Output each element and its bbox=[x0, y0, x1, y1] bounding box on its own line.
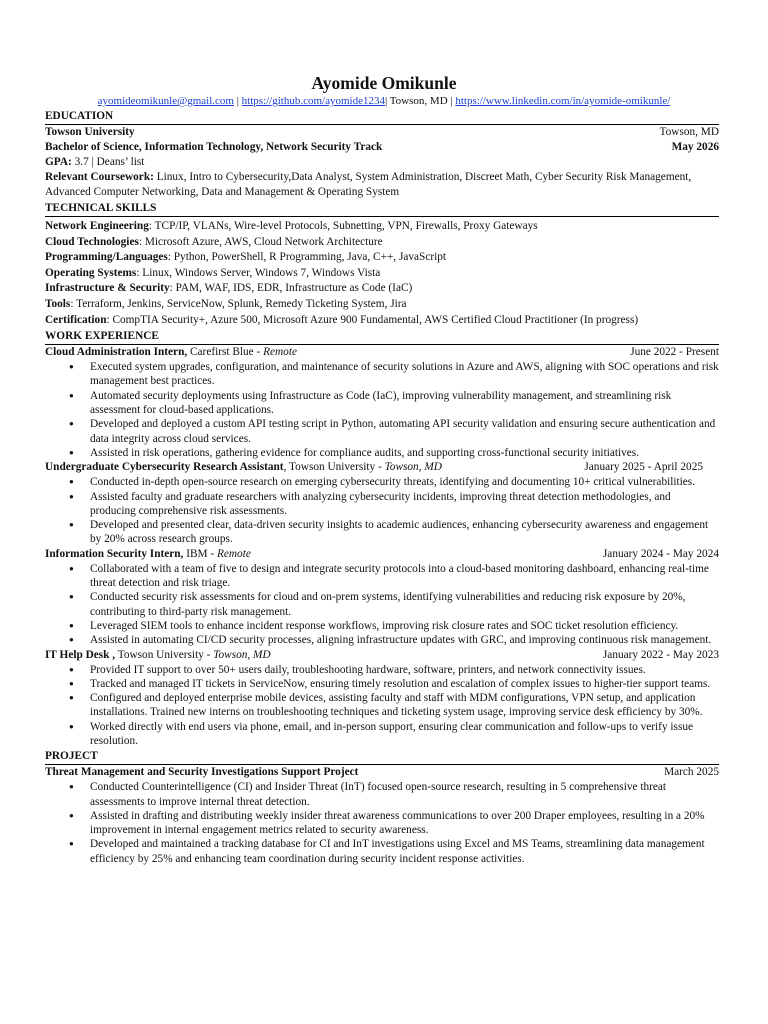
section-heading-education: EDUCATION bbox=[45, 109, 719, 125]
school-location: Towson, MD bbox=[659, 126, 719, 138]
job-header-row bbox=[45, 460, 719, 475]
project-bullet: ● Conducted Counterintelligence (CI) and Insider Threat (InT) focused open-source research, resulting in 5 comprehensive threat assessments to improve internal threat detection. bbox=[90, 780, 719, 809]
job-heading bbox=[45, 648, 271, 663]
skill-value: : Linux, Windows Server, Windows 7, Windows Vista bbox=[136, 266, 381, 279]
job-location: Towson, MD bbox=[213, 648, 271, 661]
skill-label: Tools bbox=[45, 297, 71, 310]
job-date: January 2022 - May 2023 bbox=[602, 648, 719, 661]
job-header-row bbox=[45, 648, 719, 663]
job-bullet-list bbox=[45, 562, 719, 648]
skill-label: Network Engineering bbox=[45, 220, 149, 232]
skill-label: Infrastructure & Security bbox=[45, 282, 170, 295]
project-header-row bbox=[45, 765, 719, 780]
job-title: IT Help Desk , bbox=[45, 648, 116, 661]
job-bullet-list bbox=[45, 475, 719, 546]
job-header-row bbox=[45, 345, 719, 360]
job-bullet: ● Automated security deployments using Infrastructure as Code (IaC), improving vulnerability management, and streamlining risk assessment for cloud-based applications. bbox=[90, 389, 719, 418]
job-bullet: ● Conducted security risk assessments for cloud and on-prem systems, identifying vulnerabilities and reducing risk exposure by 20%, contributing to third-party risk management. bbox=[90, 590, 719, 619]
skill-label: Programming/Languages bbox=[45, 251, 168, 264]
skill-value: : TCP/IP, VLANs, Wire-level Protocols, Subnetting, VPN, Firewalls, Proxy Gateways bbox=[148, 220, 538, 232]
skill-value: : PAM, WAF, IDS, EDR, Infrastructure as Code (IaC) bbox=[169, 282, 413, 295]
contact-line: ayomideomikunle@gmail.com | https://github.com/ayomide1234| Towson, MD | https://www.linkedin.com/in/ayomide-omikunle/ bbox=[97, 95, 671, 107]
degree: Bachelor of Science, Information Technology, Network Security Track bbox=[45, 141, 383, 153]
job-bullet: ● Worked directly with end users via phone, email, and in-person support, ensuring clear communication and follow-ups to verify issue resolution. bbox=[90, 720, 719, 749]
education-school-row bbox=[45, 125, 719, 140]
job-bullet-list bbox=[45, 663, 719, 749]
job-bullet: ● Assisted faculty and graduate researchers with analyzing cybersecurity incidents, improving threat detection methodologies, and producing comprehensive risk assessments. bbox=[90, 490, 719, 519]
skill-line bbox=[45, 297, 719, 313]
resume-name: Ayomide Omikunle bbox=[311, 73, 457, 93]
github-link[interactable]: https://github.com/ayomide1234 bbox=[241, 95, 385, 107]
job-date: June 2022 - Present bbox=[630, 346, 719, 359]
school-name: Towson University bbox=[45, 126, 135, 138]
job-bullet: ● Configured and deployed enterprise mobile devices, assisting faculty and staff with MDM configurations, VPN setup, and application installations. Trained new interns on troubleshooting techniques and ticketing system usage, improving service desk efficiency by 30%. bbox=[90, 691, 719, 720]
skill-line bbox=[45, 235, 719, 251]
location-text: Towson, MD bbox=[389, 95, 448, 107]
job-heading bbox=[45, 547, 251, 562]
degree-date: May 2026 bbox=[671, 141, 719, 153]
job-bullet-list bbox=[45, 360, 719, 460]
job-bullet: ● Provided IT support to over 50+ users daily, troubleshooting hardware, software, printers, and network connectivity issues. bbox=[90, 663, 719, 677]
job-header-row bbox=[45, 547, 719, 562]
job-bullet: ● Developed and presented clear, data-driven security insights to academic audiences, enhancing cybersecurity awareness and engagement by 20% across research groups. bbox=[90, 518, 719, 547]
gpa-line bbox=[45, 155, 719, 170]
project-title: Threat Management and Security Investigations Support Project bbox=[45, 766, 359, 779]
coursework-value: Linux, Intro to Cybersecurity,Data Analyst, System Administration, Discreet Math, Cyber Security Risk Management, Advanced Computer Networking, Data and Management & Operating System bbox=[45, 171, 692, 198]
job-heading bbox=[45, 460, 442, 475]
project-bullet: ● Assisted in drafting and distributing weekly insider threat awareness communications to over 200 Draper employees, resulting in a 20% improvement in internal engagement metrics related to security awareness. bbox=[90, 809, 719, 838]
job-title: Undergraduate Cybersecurity Research Assistant bbox=[45, 461, 284, 474]
section-heading-project: PROJECT bbox=[45, 749, 719, 765]
skill-label: Operating Systems bbox=[45, 266, 137, 279]
job-location: Towson, MD bbox=[384, 461, 442, 474]
skill-value: : Microsoft Azure, AWS, Cloud Network Architecture bbox=[138, 235, 383, 248]
skill-label: Cloud Technologies bbox=[45, 235, 139, 248]
project-date: March 2025 bbox=[664, 766, 719, 779]
gpa-value: 3.7 | Deans’ list bbox=[74, 156, 145, 168]
skill-line bbox=[45, 313, 719, 329]
job-bullet: ● Assisted in risk operations, gathering evidence for compliance audits, and supporting cross-functional security initiatives. bbox=[90, 446, 719, 460]
job-org: Towson University - bbox=[115, 648, 214, 661]
job-bullet: ● Collaborated with a team of five to design and integrate security protocols into a cloud-based monitoring dashboard, enhancing real-time threat detection and risk triage. bbox=[90, 562, 719, 591]
job-title: Cloud Administration Intern, bbox=[45, 346, 188, 359]
section-heading-work: WORK EXPERIENCE bbox=[45, 329, 719, 345]
job-location: Remote bbox=[263, 346, 297, 359]
section-heading-skills: TECHNICAL SKILLS bbox=[45, 201, 719, 217]
job-bullet: ● Conducted in-depth open-source research on emerging cybersecurity threats, identifying and documenting 10+ critical vulnerabilities. bbox=[90, 475, 719, 489]
job-location: Remote bbox=[216, 547, 251, 560]
job-heading bbox=[45, 345, 297, 360]
resume-content bbox=[45, 108, 719, 866]
coursework-label: Relevant Coursework: bbox=[45, 171, 154, 183]
job-org: IBM - bbox=[183, 547, 217, 560]
skill-value: : CompTIA Security+, Azure 500, Microsoft Azure 900 Fundamental, AWS Certified Cloud Practitioner (In progress) bbox=[106, 313, 639, 326]
email-link[interactable]: ayomideomikunle@gmail.com bbox=[97, 95, 234, 107]
job-org: Carefirst Blue - bbox=[187, 346, 264, 359]
job-bullet: ● Developed and deployed a custom API testing script in Python, automating API security validation and ensuring secure authentication and data integrity across cloud services. bbox=[90, 417, 719, 446]
job-date: January 2024 - May 2024 bbox=[602, 547, 719, 560]
job-bullet: ● Executed system upgrades, configuration, and maintenance of security solutions in Azure and AWS, aligning with SOC operations and risk management best practices. bbox=[90, 360, 719, 389]
jobs-list bbox=[45, 345, 719, 748]
skill-value: : Python, PowerShell, R Programming, Java, C++, JavaScript bbox=[167, 251, 447, 264]
job-bullet: ● Leveraged SIEM tools to enhance incident response workflows, improving risk closure rates and SOC ticket resolution efficiency. bbox=[90, 619, 719, 633]
skills-list bbox=[45, 219, 719, 328]
education-degree-row bbox=[45, 140, 719, 155]
skill-line bbox=[45, 250, 719, 266]
job-org: , Towson University - bbox=[283, 461, 385, 474]
linkedin-link[interactable]: https://www.linkedin.com/in/ayomide-omikunle/ bbox=[455, 95, 671, 107]
skill-line bbox=[45, 281, 719, 297]
job-bullet: ● Tracked and managed IT tickets in ServiceNow, ensuring timely resolution and escalation of complex issues to higher-tier support teams. bbox=[90, 677, 719, 691]
skill-value: : Terraform, Jenkins, ServiceNow, Splunk, Remedy Ticketing System, Jira bbox=[70, 297, 407, 310]
job-date: January 2025 - April 2025 bbox=[584, 461, 703, 474]
skill-line bbox=[45, 219, 719, 235]
job-bullet: ● Assisted in automating CI/CD security processes, aligning infrastructure updates with GRC, and improving continuous risk management. bbox=[90, 633, 719, 647]
gpa-label: GPA: bbox=[45, 156, 72, 168]
job-title: Information Security Intern, bbox=[45, 547, 184, 560]
project-bullet: ● Developed and maintained a tracking database for CI and InT investigations using Excel and MS Teams, streamlining data management efficiency by 25% and enhancing team coordination during security incident response activities. bbox=[90, 837, 719, 866]
project-bullet-list bbox=[45, 780, 719, 866]
skill-label: Certification bbox=[45, 313, 107, 326]
coursework-line bbox=[45, 170, 719, 200]
skill-line bbox=[45, 266, 719, 282]
